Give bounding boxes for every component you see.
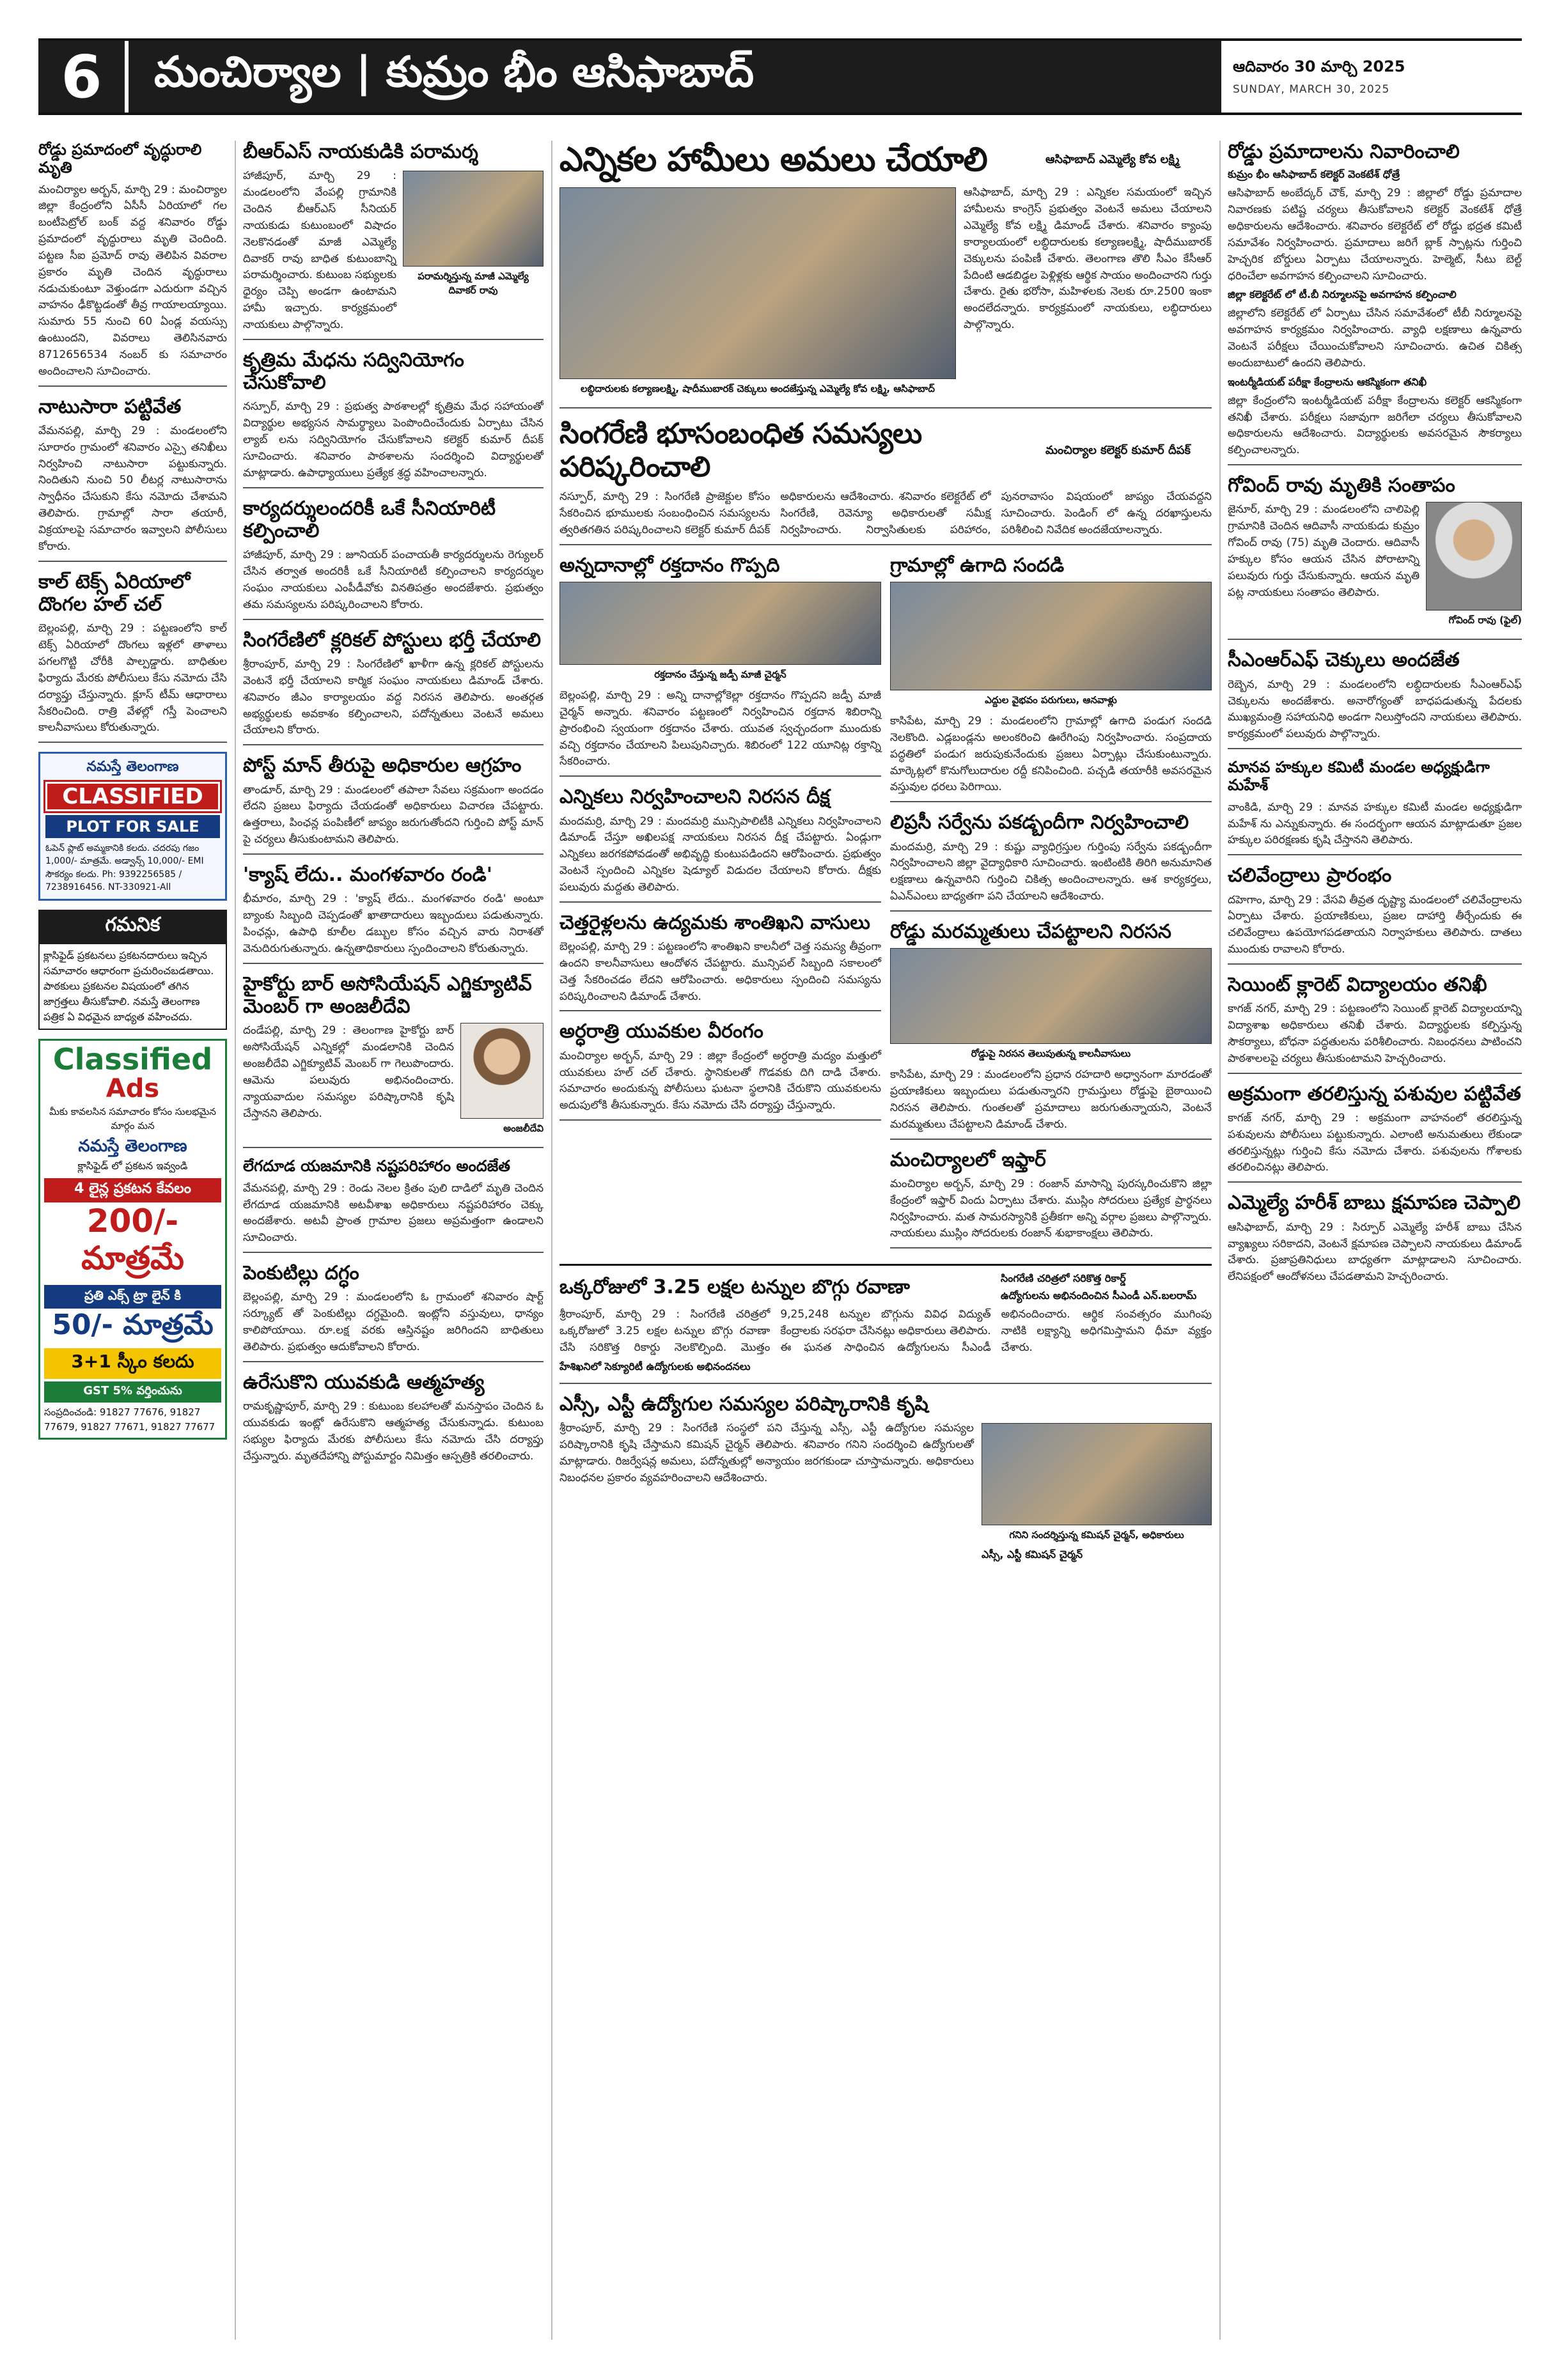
lead-photo-block — [559, 185, 956, 402]
lead-row — [559, 185, 1212, 402]
headline: అర్ధరాత్రి యువకుల వీరంగం — [559, 1020, 763, 1043]
article-body: మంచిర్యాల అర్బన్, మార్చి 29 : జిల్లా కేంద్రంలో అర్ధరాత్రి మద్యం మత్తులో యువకులు హల్ చల్ చేశారు. స్థానికులతో గొడవకు దిగి దాడి చేశారు. సమాచారం అందుకున్న పోలీసులు ఘటనా స్థలానికి చేరుకొని యువకులను అదుపులోకి తీసుకున్నారు. కేసు నమోదు చేసి దర్యాప్తు చేస్తున్నారు. — [559, 1049, 881, 1112]
headline: అన్నదానాల్లో రక్తదానం గొప్పది — [559, 554, 780, 577]
article-body: శ్రీరాంపూర్, మార్చి 29 : సింగరేణి సంస్థలో పని చేస్తున్న ఎస్సీ, ఎస్టీ ఉద్యోగుల సమస్యల పరిష్కారానికి కృషి చేస్తామని కమిషన్ చైర్మన్ తెలిపారు. శనివారం గనిని సందర్శించి ఉద్యోగులతో మాట్లాడారు. రిజర్వేషన్ల అమలు, పదోన్నతుల్లో అన్యాయం జరగకుండా చూస్తామన్నారు. అధికారులు నిబంధనల ప్రకారం వ్యవహరించాలని ఆదేశించారు. — [559, 1422, 974, 1484]
headline: సింగరేణిలో క్లరికల్ పోస్టులు భర్తీ చేయాలి — [243, 628, 541, 651]
masthead — [38, 38, 1522, 115]
ad-classified-banner: CLASSIFIED — [45, 782, 220, 811]
article-body: వేమనపల్లి, మార్చి 29 : మండలంలోని సూరారం గ్రామంలో శనివారం ఎస్సై తనిఖీలు నిర్వహించి నాటుసారా పట్టుకున్నారు. నిందితుని నుంచి 50 లీటర్ల నాటుసారాను స్వాధీనం చేసుకుని కేసు నమోదు చేశామని తెలిపారు. గ్రామాల్లో సారా తయారీ, విక్రయాలపై సమాచారం ఇవ్వాలని పోలీసులు కోరారు. — [38, 424, 227, 553]
ad-phones: సంప్రదించండి: 91827 77676, 91827 77679, 91827 77671, 91827 77677 — [44, 1406, 215, 1433]
photo-block — [982, 1420, 1212, 1566]
article-body: జిల్లా కేంద్రంలోని ఇంటర్మీడియట్ పరీక్షా కేంద్రాలను కలెక్టర్ ఆకస్మికంగా తనిఖీ చేశారు. పరీక్షలు సజావుగా జరిగేలా చర్యలు తీసుకోవాలని అధికారులను ఆదేశించారు. విద్యార్థులకు అవసరమైన సౌకర్యాలు కల్పించాలన్నారు. — [1228, 394, 1522, 457]
news-photo — [559, 582, 881, 665]
article — [243, 973, 544, 1149]
lead-kicker: ఆసిఫాబాద్ ఎమ్మెల్యే కోవ లక్ష్మి — [1045, 153, 1180, 167]
article-body: మందమర్రి, మార్చి 29 : మందమర్రి మున్సిపాలిటీకి ఎన్నికలు నిర్వహించాలని డిమాండ్ చేస్తూ అఖిలపక్ష నాయకులు నిరసన దీక్ష చేపట్టారు. ఏండ్లుగా ఎన్నికలు జరగకపోవడంతో అభివృద్ధి కుంటుపడిందని ఆరోపించారు. ప్రభుత్వం వెంటనే స్పందించి ఎన్నికల షెడ్యూల్ విడుదల చేయాలని కోరారు. దీక్షకు పలువురు మద్దతు తెలిపారు. — [559, 814, 881, 894]
issue-date — [1221, 41, 1522, 113]
ad-plot-for-sale: PLOT FOR SALE — [45, 815, 220, 838]
article-body: వేమనపల్లి, మార్చి 29 : రెండు నెలల క్రితం పులి దాడిలో మృతి చెందిన లేగదూడ యజమానికి అటవీశాఖ అధికారులు నష్టపరిహారం చెక్కు అందజేశారు. అటవీ ప్రాంత గ్రామాల ప్రజలు అప్రమత్తంగా ఉండాలని సూచించారు. — [243, 1181, 544, 1245]
headline: మానవ హక్కుల కమిటీ మండల అధ్యక్షుడిగా మహేశ్ — [1228, 758, 1490, 795]
headline: ఒక్కరోజులో 3.25 లక్షల టన్నుల బొగ్గు రవాణా — [559, 1275, 910, 1298]
headline: చెత్తరైళ్లలను ఉద్యమకు శాంతిఖని వాసులు — [559, 911, 870, 934]
portrait-photo — [460, 1023, 544, 1119]
article — [243, 497, 544, 620]
ad-rate-label: 4 లైన్ల ప్రకటన కేవలం — [44, 1178, 221, 1202]
headline: సెయింట్ క్లారెట్ విద్యాలయం తనిఖీ — [1228, 973, 1487, 996]
article-body: హాజీపూర్, మార్చి 29 : జూనియర్ పంచాయతీ కార్యదర్శులను రెగ్యులర్ చేసిన తర్వాత అందరికీ ఒకే సీనియారిటీ కల్పించాలని కార్యదర్శుల సంఘం నాయకులు ఎంపీడీవోకు వినతిపత్రం అందజేశారు. ప్రభుత్వం తమ సమస్యలను పరిష్కరించాలని కోరారు. — [243, 548, 544, 611]
article-body: మంచిర్యాల అర్బన్, మార్చి 29 : రంజాన్ మాసాన్ని పురస్కరించుకొని జిల్లా కేంద్రంలో ఇఫ్తార్ విందు ఏర్పాటు చేశారు. ముస్లిం సోదరులు ప్రత్యేక ప్రార్థనలు నిర్వహించారు. మత సామరస్యానికి ప్రతీకగా అన్ని వర్గాల ప్రజలు పాల్గొన్నారు. నాయకులు ముస్లిం సోదరులకు రంజాన్ శుభాకాంక్షలు తెలిపారు. — [890, 1177, 1212, 1240]
section-rule — [559, 1264, 1212, 1266]
article — [243, 141, 544, 340]
article-body: కాగజ్ నగర్, మార్చి 29 : పట్టణంలోని సెయింట్ క్లారెట్ విద్యాలయాన్ని విద్యాశాఖ అధికారులు తనిఖీ చేశారు. విద్యార్థులకు కల్పిస్తున్న సౌకర్యాలు, బోధనా పద్ధతులను పరిశీలించారు. నిబంధనలు పాటించని పాఠశాలలపై చర్యలు తీసుకుంటామని హెచ్చరించారు. — [1228, 1002, 1522, 1065]
article-body: బెల్లంపల్లి, మార్చి 29 : అన్ని దానాల్లోకెల్లా రక్తదానం గొప్పదని జడ్పీ మాజీ చైర్మన్ అన్నారు. శనివారం పట్టణంలో నిర్వహించిన రక్తదాన శిబిరాన్ని ప్రారంభించి స్వయంగా రక్తదానం చేశారు. యువత స్వచ్ఛందంగా ముందుకు వచ్చి రక్తదానం చేయాలని పిలుపునిచ్చారు. శిబిరంలో 122 యూనిట్ల రక్తాన్ని సేకరించారు. — [559, 689, 881, 768]
article-body: మందమర్రి, మార్చి 29 : కుష్టు వ్యాధిగ్రస్తుల గుర్తింపు సర్వేను పకడ్బందీగా నిర్వహించాలని జిల్లా వైద్యాధికారి సూచించారు. ఇంటింటికి తిరిగి అనుమానిత లక్షణాలు ఉన్నవారిని గుర్తించి చికిత్స అందించాలన్నారు. ఆశ కార్యకర్తలు, ఏఎన్ఎంలు బాధ్యతగా పని చేయాలని ఆదేశించారు. — [890, 840, 1212, 903]
headline: నాటుసారా పట్టివేత — [38, 395, 182, 418]
headline: 'క్యాష్ లేదు.. మంగళవారం రండి' — [243, 863, 492, 886]
ad-brand: నమస్తే తెలంగాణ — [86, 759, 179, 775]
right-stack — [890, 554, 1212, 1258]
article-body: హాజీపూర్, మార్చి 29 : మండలంలోని వేంపల్లి గ్రామానికి చెందిన బీఆర్ఎస్ సీనియర్ నాయకుడు కుటుంబంలో విషాదం నెలకొనడంతో మాజీ ఎమ్మెల్యే దివాకర్ రావు బాధిత కుటుంబాన్ని పరామర్శించారు. కుటుంబ సభ్యులకు ధైర్యం చెప్పి అండగా ఉంటామని హామీ ఇచ్చారు. కార్యక్రమంలో నాయకులు పాల్గొన్నారు. — [243, 169, 396, 331]
article — [243, 629, 544, 746]
article — [243, 754, 544, 855]
article-body: జిల్లాలోని కలెక్టరేట్ లో ఏర్పాటు చేసిన సమావేశంలో టీబీ నిర్మూలనపై అవగాహన కార్యక్రమం నిర్వహించారు. వ్యాధి లక్షణాలు ఉన్నవారు వెంటనే పరీక్షలు చేయించుకోవాలని సూచించారు. ఉచిత చికిత్స అందుబాటులో ఉందని తెలిపారు. — [1228, 307, 1522, 369]
article — [890, 921, 1212, 1140]
ad-rate-price: 200/- మాత్రమే — [81, 1202, 184, 1277]
subhead: హేశిఖనిలో సెక్యూరిటీ ఉద్యోగులకు అభినందనలు — [559, 1360, 751, 1373]
ad-extra-line-price: 50/- మాత్రమే — [52, 1309, 214, 1342]
ad-extra-line-label: ప్రతి ఎక్స్ ట్రా లైన్ కి — [44, 1285, 221, 1309]
headline: బీఆర్ఎస్ నాయకుడికి పరామర్శ — [243, 141, 478, 163]
article — [38, 571, 227, 743]
classified-ad-plot — [38, 752, 227, 901]
article — [1228, 1083, 1522, 1183]
photo-caption: గోవింద్ రావు (ఫైల్) — [1448, 614, 1522, 626]
article-body: రెబ్బెన, మార్చి 29 : మండలంలోని లబ్ధిదారులకు సీఎంఆర్ఎఫ్ చెక్కులను అందజేశారు. అనారోగ్యంతో బాధపడుతున్న పేదలకు ముఖ్యమంత్రి సహాయనిధి అండగా నిలుస్తోందని నాయకులు తెలిపారు. కార్యక్రమంలో పలువురు పాల్గొన్నారు. — [1228, 678, 1522, 741]
article-body: నస్పూర్, మార్చి 29 : ప్రభుత్వ పాఠశాలల్లో కృత్రిమ మేధ సహాయంతో విద్యార్థుల అభ్యసన సామర్థ్యాలు పెంపొందించేందుకు ఏర్పాటు చేసిన ల్యాబ్ లను సద్వినియోగం చేసుకోవాలని కలెక్టర్ కుమార్ దీపక్ సూచించారు. శనివారం పాఠశాలను సందర్శించి విద్యార్థులతో మాట్లాడారు. ఉపాధ్యాయులు ప్రత్యేక శ్రద్ధ వహించాలన్నారు. — [243, 400, 544, 479]
article-body: కాసిపేట, మార్చి 29 : మండలంలోని ప్రధాన రహదారి అధ్వానంగా మారడంతో ప్రయాణికులు ఇబ్బందులు పడుతున్నారని గ్రామస్తులు రోడ్డుపై బైఠాయించి నిరసన తెలిపారు. గుంతలతో ప్రమాదాలు జరుగుతున్నాయని, వెంటనే మరమ్మతులు చేపట్టాలని డిమాండ్ చేశారు. — [890, 1068, 1212, 1131]
ad-gst: GST 5% వర్తించును — [44, 1381, 221, 1403]
column-divider — [551, 141, 552, 2340]
column-center — [559, 141, 1212, 2340]
subhead: జిల్లా కలెక్టరేట్ లో టీ.బీ నిర్మూలనపై అవగాహన కల్పించాలి — [1228, 288, 1457, 301]
date-telugu: ఆదివారం 30 మార్చి 2025 — [1233, 58, 1405, 75]
article — [243, 1371, 544, 1465]
article-body: కాసిపేట, మార్చి 29 : మండలంలోని గ్రామాల్లో ఉగాది పండుగ సందడి నెలకొంది. ఎడ్లబండ్లను అలంకరించి ఊరేగింపు నిర్వహించారు. సంప్రదాయ పద్ధతిలో పండుగ జరుపుకునేందుకు ప్రజలు ఏర్పాట్లు చేసుకుంటున్నారు. మార్కెట్లలో కొనుగోలుదారుల రద్దీ కనిపించింది. పచ్చడి తయారీకి అవసరమైన వస్తువుల ధరలు పెరిగాయి. — [890, 715, 1212, 794]
article — [1228, 974, 1522, 1074]
news-photo — [982, 1423, 1212, 1525]
date-english: SUNDAY, MARCH 30, 2025 — [1233, 83, 1390, 96]
headline: ఎమ్మెల్యే హరీశ్ బాబు క్షమాపణ చెప్పాలి — [1228, 1192, 1521, 1215]
article — [1228, 649, 1522, 749]
article — [559, 912, 881, 1012]
article — [243, 1157, 544, 1253]
headline: లేగదూడ యజమానికి నష్టపరిహారం అందజేత — [243, 1157, 510, 1176]
kicker: మంచిర్యాల కలెక్టర్ కుమార్ దీపక్ — [1045, 443, 1191, 457]
headline: రోడ్డు ప్రమాదాలను నివారించాలి — [1228, 141, 1460, 163]
article-body: బెల్లంపల్లి, మార్చి 29 : పట్టణంలోని కాల్ టెక్స్ ఏరియాలో దొంగలు ఇళ్లలో తాళాలు పగలగొట్టి చోరీకి పాల్పడ్డారు. బాధితుల ఫిర్యాదు మేరకు పోలీసులు కేసు నమోదు చేసి దర్యాప్తు చేస్తున్నారు. క్లూస్ టీమ్ ఆధారాలు సేకరించింది. రాత్రి వేళల్లో గస్తీ పెంచాలని కాలనీవాసులు కోరుతున్నారు. — [38, 622, 227, 735]
notice-text: క్లాసిఫైడ్ ప్రకటనలు ప్రకటనదారులు ఇచ్చిన సమాచారం ఆధారంగా ప్రచురించబడతాయి. పాఠకులు ప్రకటనల విషయంలో తగిన జాగ్రత్తలు తీసుకోవాలి. నమస్తే తెలంగాణ పత్రిక ఏ విధమైన బాధ్యత వహించదు. — [38, 944, 227, 1030]
headline: గోవింద్ రావు మృతికి సంతాపం — [1228, 474, 1455, 497]
lead-article — [559, 141, 1212, 408]
left-stack — [559, 554, 881, 1258]
article-body: నస్పూర్, మార్చి 29 : సింగరేణి ప్రాజెక్టుల కోసం సేకరించిన భూములకు సంబంధించిన సమస్యలను త్వరితగతిన పరిష్కరించాలని కలెక్టర్ కుమార్ దీపక్ అధికారులను ఆదేశించారు. శనివారం కలెక్టరేట్ లో సింగరేణి, రెవెన్యూ అధికారులతో సమీక్ష నిర్వహించారు. నిర్వాసితులకు పరిహారం, పునరావాసం విషయంలో జాప్యం చేయవద్దని సూచించారు. పెండింగ్ లో ఉన్న దరఖాస్తులను పరిశీలించి నివేదిక అందజేయాలన్నారు. — [559, 490, 1212, 536]
headline: లిప్రసీ సర్వేను పకడ్బందీగా నిర్వహించాలి — [890, 811, 1189, 834]
ad-logo-classified: Classified — [52, 1042, 213, 1077]
headline: అక్రమంగా తరలిస్తున్న పశువుల పట్టివేత — [1228, 1082, 1521, 1105]
headline: ఎస్సీ, ఎస్టీ ఉద్యోగుల సమస్యల పరిష్కారానికి కృషి — [559, 1392, 928, 1415]
portrait-photo — [1426, 502, 1522, 611]
ad-logo-ads: Ads — [106, 1074, 160, 1104]
ad-offer: 3+1 స్కీం కలదు — [44, 1348, 221, 1379]
column-divider — [235, 141, 236, 2340]
photo-caption: ఎద్దుల వైభవం పరుగులు, ఆనవాళ్లు — [985, 694, 1117, 706]
article — [559, 1020, 881, 1121]
subhead: ఎస్సీ, ఎస్టీ కమిషన్ చైర్మన్ — [982, 1548, 1083, 1561]
article — [559, 554, 881, 777]
headline: పెంకుటిల్లు దగ్ధం — [243, 1262, 359, 1285]
article-body: కాగజ్ నగర్, మార్చి 29 : అక్రమంగా వాహనంలో తరలిస్తున్న పశువులను పోలీసులు పట్టుకున్నారు. ఎలాంటి అనుమతులు లేకుండా తరలిస్తున్నట్లు గుర్తించి కేసు నమోదు చేశారు. పశువులను గోశాలకు తరలించినట్లు తెలిపారు. — [1228, 1111, 1522, 1174]
article — [38, 396, 227, 562]
article — [1228, 758, 1522, 855]
article — [559, 417, 1212, 545]
kicker: ఉద్యోగులను అభినందించిన సీఎండీ ఎన్.బలరామ్ — [1001, 1289, 1197, 1302]
section-title: మంచిర్యాల | కుమ్రం భీం ఆసిఫాబాద్ — [125, 41, 1221, 113]
article — [1228, 141, 1522, 465]
ad-tagline: మీకు కావలసిన సమాచారం కోసం సులభమైన మార్గం మన — [49, 1106, 216, 1132]
lead-headline: ఎన్నికల హామీలు అమలు చేయాలి — [559, 141, 987, 179]
article-body: భీమారం, మార్చి 29 : 'క్యాష్ లేదు.. మంగళవారం రండి' అంటూ బ్యాంకు సిబ్బంది చెప్పడంతో ఖాతాదారులు ఇబ్బందులు పడుతున్నారు. పింఛన్లు, ఉపాధి కూలీల డబ్బుల కోసం వచ్చిన వారు నిరాశతో వెనుదిరుగుతున్నారు. ఉన్నతాధికారులు స్పందించాలని కోరుతున్నారు. — [243, 892, 544, 955]
article-body: ఆసిఫాబాద్, మార్చి 29 : ఎన్నికల సమయంలో ఇచ్చిన హామీలను కాంగ్రెస్ ప్రభుత్వం వెంటనే అమలు చేయాలని ఎమ్మెల్యే కోవ లక్ష్మి డిమాండ్ చేశారు. శనివారం క్యాంపు కార్యాలయంలో లబ్ధిదారులకు కల్యాణలక్ష్మి, షాదీముబారక్ చెక్కులను పంపిణీ చేశారు. తెలంగాణ తొలి సీఎం కేసీఆర్ పేదింటి ఆడబిడ్డల పెళ్లిళ్లకు ఆర్థిక సాయం అందించారని గుర్తు చేశారు. రైతు భరోసా, మహిళలకు నెలకు రూ.2500 ఇంకా అందలేదన్నారు. కార్యక్రమంలో నాయకులు, లబ్ధిదారులు పాల్గొన్నారు. — [964, 186, 1212, 331]
photo-caption: పరామర్శిస్తున్న మాజీ ఎమ్మెల్యే దివాకర్ రావు — [418, 270, 529, 297]
article-body: శ్రీరాంపూర్, మార్చి 29 : సింగరేణి చరిత్రలో ఒక్కరోజులో 3.25 లక్షల టన్నుల బొగ్గు రవాణా చేసి సరికొత్త రికార్డు నెలకొల్పింది. మొత్తం 9,25,248 టన్నుల బొగ్గును వివిధ విద్యుత్ కేంద్రాలకు సరఫరా చేసినట్లు అధికారులు తెలిపారు. ఈ ఘనత సాధించిన ఉద్యోగులను సీఎండీ అభినందించారు. ఆర్థిక సంవత్సరం ముగింపు నాటికి లక్ష్యాన్ని అధిగమిస్తామని ధీమా వ్యక్తం చేశారు. — [559, 1308, 1212, 1354]
page-number: 6 — [38, 41, 125, 113]
headline: ఎన్నికలు నిర్వహించాలని నిరసన దీక్ష — [559, 786, 830, 809]
article — [890, 1149, 1212, 1249]
headline: కార్యదర్శులందరికీ ఒకే సీనియారిటీ కల్పించాలి — [243, 497, 496, 542]
article-body: ఆసిఫాబాద్, మార్చి 29 : సిర్పూర్ ఎమ్మెల్యే హరీశ్ బాబు చేసిన వ్యాఖ్యలు సరికాదని, వెంటనే క్షమాపణ చెప్పాలని నాయకులు డిమాండ్ చేశారు. ప్రజాప్రతినిధులు బాధ్యతగా మాట్లాడాలని సూచించారు. లేనిపక్షంలో ఆందోళనలు చేపడతామని హెచ్చరించారు. — [1228, 1220, 1522, 1284]
article — [559, 1272, 1212, 1383]
article-body: శ్రీరాంపూర్, మార్చి 29 : సింగరేణిలో ఖాళీగా ఉన్న క్లరికల్ పోస్టులను వెంటనే భర్తీ చేయాలని కార్మిక సంఘం నాయకులు డిమాండ్ చేశారు. శనివారం జీఎం కార్యాలయం వద్ద నిరసన తెలిపారు. అంతర్గత అభ్యర్థులకు అవకాశం కల్పించాలని, పదోన్నతులు వెంటనే అమలు చేయాలని కోరారు. — [243, 658, 544, 737]
kicker: కుమ్రం భీం ఆసిఫాబాద్ కలెక్టర్ వెంకటేశ్ ధోత్రే — [1228, 168, 1400, 181]
article-row — [559, 1420, 1212, 1566]
ad-subtitle: క్లాసిఫైడ్ లో ప్రకటన ఇవ్వండి — [77, 1160, 188, 1172]
headline: హైకోర్టు బార్ అసోసియేషన్ ఎగ్జిక్యూటివ్ మెంబర్ గా అంజలీదేవి — [243, 972, 532, 1018]
article-body: జైనూర్, మార్చి 29 : మండలంలోని చాలిపెల్లి గ్రామానికి చెందిన ఆదివాసీ నాయకుడు కుమ్రం గోవింద్ రావు (75) మృతి చెందారు. ఆదివాసీ హక్కుల కోసం ఆయన చేసిన పోరాటాన్ని పలువురు గుర్తు చేసుకున్నారు. ఆయన మృతి పట్ల నాయకులు సంతాపం తెలిపారు. — [1228, 503, 1420, 599]
lead-photo — [559, 187, 956, 379]
headline: రోడ్డు మరమ్మతులు చేపట్టాలని నిరసన — [890, 920, 1171, 943]
ad-brand: నమస్తే తెలంగాణ — [78, 1137, 187, 1156]
article — [559, 786, 881, 903]
headline: మంచిర్యాలలో ఇఫ్తార్ — [890, 1148, 1046, 1171]
news-photo — [890, 948, 1212, 1044]
row-two-stories — [559, 554, 1212, 1258]
headline: సీఎంఆర్ఎఫ్ చెక్కులు అందజేత — [1228, 649, 1460, 672]
article-body: వాంకిడి, మార్చి 29 : మానవ హక్కుల కమిటీ మండల అధ్యక్షుడిగా మహేశ్ ను ఎన్నుకున్నారు. ఈ సందర్భంగా ఆయన మాట్లాడుతూ ప్రజల హక్కుల పరిరక్షణకు కృషి చేస్తానని తెలిపారు. — [1228, 800, 1522, 847]
photo-caption: అంజలీదేవి — [503, 1123, 544, 1135]
headline: ఉరేసుకొని యువకుడి ఆత్మహత్య — [243, 1371, 485, 1394]
photo-caption: రక్తదానం చేస్తున్న జడ్పీ మాజీ చైర్మన్ — [654, 669, 786, 681]
column-1 — [38, 141, 227, 2340]
article — [890, 811, 1212, 912]
ad-text: ఓపెన్ ప్లాట్ అమ్మకానికి కలదు. చదరపు గజం 1,000/- మాత్రమే. అడ్వాన్స్ 10,000/- EMI సౌకర్యం కలదు. Ph: 9392256585 / 7238916456. NT-330921-All — [45, 843, 204, 893]
article-body: దహెగాం, మార్చి 29 : వేసవి తీవ్రత దృష్ట్యా మండలంలో చలివేంద్రాలను ఏర్పాటు చేశారు. ప్రయాణికులు, ప్రజల దాహార్తి తీర్చేందుకు ఈ చలివేంద్రాలు ఉపయోగపడతాయని నిర్వాహకులు తెలిపారు. దాతలు ముందుకు రావాలని కోరారు. — [1228, 893, 1522, 956]
lead-head-row — [559, 141, 1212, 185]
headline: గ్రామాల్లో ఉగాది సందడి — [890, 554, 1065, 577]
head-row — [559, 1272, 1212, 1307]
article — [890, 554, 1212, 803]
article-row — [243, 168, 544, 333]
headline: చలివేంద్రాలు ప్రారంభం — [1228, 864, 1392, 887]
column-divider — [1219, 141, 1221, 2340]
article — [559, 1393, 1212, 1566]
column-2 — [243, 141, 544, 2340]
subhead: ఇంటర్మీడియట్ పరీక్షా కేంద్రాలను ఆకస్మికంగా తనిఖీ — [1228, 375, 1427, 388]
article-body: మంచిర్యాల అర్బన్, మార్చి 29 : మంచిర్యాల జిల్లా కేంద్రంలోని ఏసీసీ ఏరియాలో గల బంటీపెట్రోల్ బంక్ వద్ద శనివారం రోడ్డు ప్రమాదంలో వృద్ధురాలు మృతి చెందింది. పట్టణ సీఐ ప్రమోద్ రావు తెలిపిన వివరాల ప్రకారం మృతి చెందిన వృద్ధురాలు నడుచుకుంటూ వెళ్తుండగా ఎదురుగా వచ్చిన వాహనం ఢీకొట్టడంతో తీవ్ర గాయాలయ్యాయి. సుమారు 55 నుంచి 60 ఏండ్ల వయస్సు ఉంటుందని, వివరాలు తెలిసినవారు 8712656534 నంబర్ కు సమాచారం అందించాలని సూచించారు. — [38, 183, 227, 378]
head-row — [559, 417, 1212, 489]
headline: రోడ్డు ప్రమాదంలో వృద్ధురాలి మృతి — [38, 141, 202, 177]
photo-block — [403, 168, 544, 333]
photo-caption: గనిని సందర్శిస్తున్న కమిషన్ చైర్మన్, అధికారులు — [1009, 1529, 1184, 1541]
headline: సింగరేణి భూసంబంధిత సమస్యలు పరిష్కరించాలి — [559, 417, 922, 484]
column-5 — [1228, 141, 1522, 2340]
kicker: సింగరేణి చరిత్రలో సరికొత్త రికార్డ్ — [1001, 1272, 1126, 1285]
article — [1228, 1192, 1522, 1286]
headline: పోస్ట్ మాన్ తీరుపై అధికారుల ఆగ్రహం — [243, 754, 522, 777]
headline: కృత్రిమ మేధను సద్వినియోగం చేసుకోవాలి — [243, 348, 464, 394]
article — [1228, 864, 1522, 965]
photo-caption: రోడ్డుపై నిరసన తెలుపుతున్న కాలనీవాసులు — [971, 1048, 1131, 1060]
article-body: ఆసిఫాబాద్ అంబేద్కర్ చౌక్, మార్చి 29 : జిల్లాలో రోడ్డు ప్రమాదాల నివారణకు పటిష్ట చర్యలు తీసుకోవాలని కలెక్టర్ వెంకటేశ్ ధోత్రే అధికారులను ఆదేశించారు. శనివారం కలెక్టరేట్ లో రోడ్డు భద్రత కమిటీ సమావేశం నిర్వహించారు. ప్రమాదాలు జరిగే బ్లాక్ స్పాట్లను గుర్తించి హెచ్చరిక బోర్డులు ఏర్పాటు చేయాలన్నారు. హెల్మెట్, సీటు బెల్ట్ ధరించేలా అవగాహన కల్పించాలని సూచించారు. — [1228, 187, 1522, 283]
article-body: దండేపల్లి, మార్చి 29 : తెలంగాణ హైకోర్టు బార్ అసోసియేషన్ ఎన్నికల్లో మండలానికి చెందిన అంజలీదేవి ఎగ్జిక్యూటివ్ మెంబర్ గా గెలుపొందారు. ఆమెను పలువురు అభినందించారు. న్యాయవాదుల సమస్యల పరిష్కారానికి కృషి చేస్తానని తెలిపారు. — [243, 1024, 454, 1120]
article — [243, 864, 544, 964]
kicker-stack — [1001, 1272, 1212, 1307]
article-body: బెల్లంపల్లి, మార్చి 29 : పట్టణంలోని శాంతిఖని కాలనీలో చెత్త సమస్య తీవ్రంగా ఉందని కాలనీవాసులు ఆందోళన చేపట్టారు. మున్సిపల్ సిబ్బంది సకాలంలో చెత్త సేకరించడం లేదని ఆరోపించారు. అధికారులు స్పందించి సమస్యను పరిష్కరించాలని డిమాండ్ చేశారు. — [559, 940, 881, 1003]
article — [1228, 474, 1522, 640]
headline: కాల్ టెక్స్ ఏరియాలో దొంగల హల్ చల్ — [38, 570, 191, 616]
news-photo — [403, 171, 544, 267]
notice-heading: గమనిక — [38, 910, 227, 944]
article — [243, 349, 544, 488]
classified-ads-promo — [38, 1039, 227, 1440]
article-body: రామకృష్ణాపూర్, మార్చి 29 : కుటుంబ కలహాలతో మనస్తాపం చెందిన ఓ యువకుడు ఇంట్లో ఉరేసుకొని ఆత్మహత్య చేసుకున్నాడు. కుటుంబ సభ్యుల ఫిర్యాదు మేరకు పోలీసులు కేసు నమోదు చేసి దర్యాప్తు చేస్తున్నారు. మృతదేహాన్ని పోస్టుమార్టం నిమిత్తం ఆస్పత్రికి తరలించారు. — [243, 1400, 544, 1463]
article-body: బెల్లంపల్లి, మార్చి 29 : మండలంలోని ఓ గ్రామంలో శనివారం షార్ట్ సర్క్యూట్ తో పెంకుటిల్లు దగ్ధమైంది. ఇంట్లోని వస్తువులు, ధాన్యం కాలిపోయాయి. రూ.లక్ష వరకు ఆస్తినష్టం జరిగిందని బాధితులు తెలిపారు. ప్రభుత్వం ఆదుకోవాలని కోరారు. — [243, 1291, 544, 1353]
article — [243, 1262, 544, 1362]
article-body: తాండూర్, మార్చి 29 : మండలంలో తపాలా సేవలు సక్రమంగా అందడం లేదని ప్రజలు ఫిర్యాదు చేయడంతో అధికారులు విచారణ చేపట్టారు. ఉత్తరాలు, పింఛన్ల పంపిణీలో జాప్యం జరుగుతోందని గుర్తించి పోస్ట్ మాన్ పై చర్యలు తీసుకుంటామని తెలిపారు. — [243, 783, 544, 846]
photo-caption: లబ్ధిదారులకు కల్యాణలక్ష్మి, షాదీముబారక్ చెక్కులు అందజేస్తున్న ఎమ్మెల్యే కోవ లక్ష్మి, ఆసిఫాబాద్ — [581, 383, 935, 395]
news-photo — [890, 582, 1212, 690]
article — [38, 141, 227, 387]
